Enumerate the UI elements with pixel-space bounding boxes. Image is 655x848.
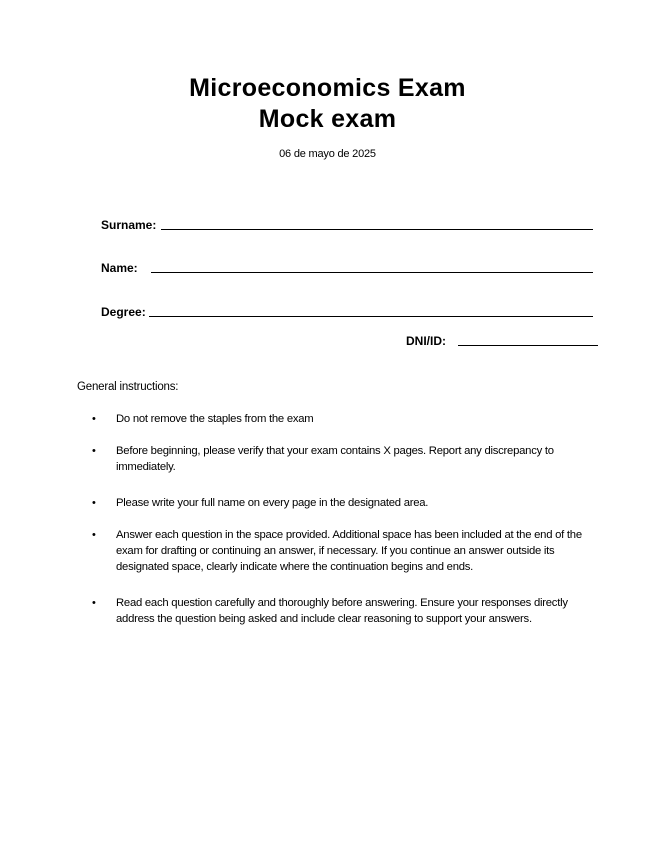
instruction-text: Before beginning, please verify that your exam contains X pages. Report any discrepancy to immediately. [116, 445, 554, 473]
dni-field[interactable] [458, 345, 598, 346]
degree-field[interactable] [149, 316, 593, 317]
degree-label: Degree: [101, 305, 146, 319]
bullet-icon: • [92, 597, 96, 609]
bullet-icon: • [92, 529, 96, 541]
dni-label: DNI/ID: [406, 334, 446, 348]
instruction-text: Do not remove the staples from the exam [116, 413, 314, 425]
bullet-icon: • [92, 445, 96, 457]
bullet-icon: • [92, 497, 96, 509]
surname-label: Surname: [101, 218, 157, 232]
exam-subtitle: Mock exam [258, 105, 397, 133]
instructions-heading: General instructions: [77, 381, 179, 393]
instruction-text: Read each question carefully and thoroughly before answering. Ensure your responses directly address the question being asked and include clear reasoning to support your answers. [116, 597, 568, 625]
instruction-text: Please write your full name on every page in the designated area. [116, 497, 429, 509]
exam-date: 06 de mayo de 2025 [279, 148, 376, 160]
bullet-icon: • [92, 413, 96, 425]
name-label: Name: [101, 261, 138, 275]
surname-field[interactable] [161, 229, 593, 230]
instruction-text: Answer each question in the space provided. Additional space has been included at the end of the exam for drafting or continuing an answer, if necessary. If you continue an answer outside its designated space, clearly indicate where the continuation begins and ends. [116, 529, 582, 573]
name-field[interactable] [151, 272, 593, 273]
exam-title: Microeconomics Exam [189, 74, 466, 102]
